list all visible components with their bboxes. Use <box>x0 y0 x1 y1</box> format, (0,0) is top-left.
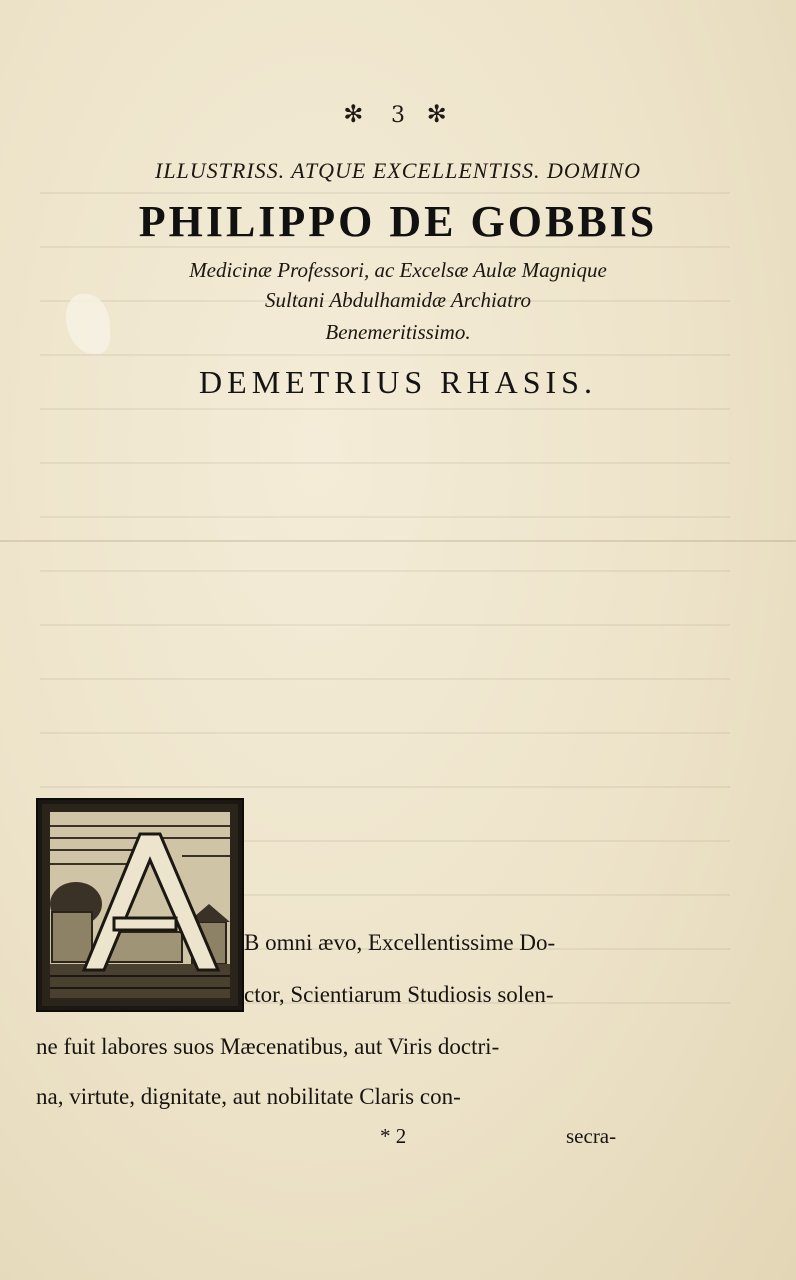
body-line-4: na, virtute, dignitate, aut nobilitate Claris con- <box>36 1084 461 1109</box>
dedicatee-title-3: Benemeritissimo. <box>325 320 471 344</box>
woodcut-initial <box>36 798 244 1012</box>
author-name: DEMETRIUS RHASIS. <box>199 364 597 400</box>
paper-crease <box>0 540 796 542</box>
body-line-3: ne fuit labores suos Mæcenatibus, aut Viris doctri- <box>36 1034 500 1059</box>
flower-ornament-icon: ✻ <box>426 100 453 128</box>
catchword: secra- <box>566 1124 617 1148</box>
signature-mark: * 2 <box>380 1124 407 1148</box>
dedication-salutation: ILLUSTRISS. ATQUE EXCELLENTISS. DOMINO <box>155 158 641 183</box>
dedicatee-name: PHILIPPO DE GOBBIS <box>138 197 658 246</box>
flower-ornament-icon: ✻ <box>343 100 370 128</box>
body-line-2: ctor, Scientiarum Studiosis solen- <box>244 982 554 1007</box>
page-header <box>0 100 796 128</box>
body-line-1: B omni ævo, Excellentissime Do- <box>244 930 556 955</box>
page-number: 3 <box>391 103 405 128</box>
dedicatee-title-2: Sultani Abdulhamidæ Archiatro <box>264 288 532 312</box>
woodcut-letter-a-icon <box>42 804 238 1006</box>
dedicatee-title-1: Medicinæ Professori, ac Excelsæ Aulæ Magnique <box>189 258 607 282</box>
